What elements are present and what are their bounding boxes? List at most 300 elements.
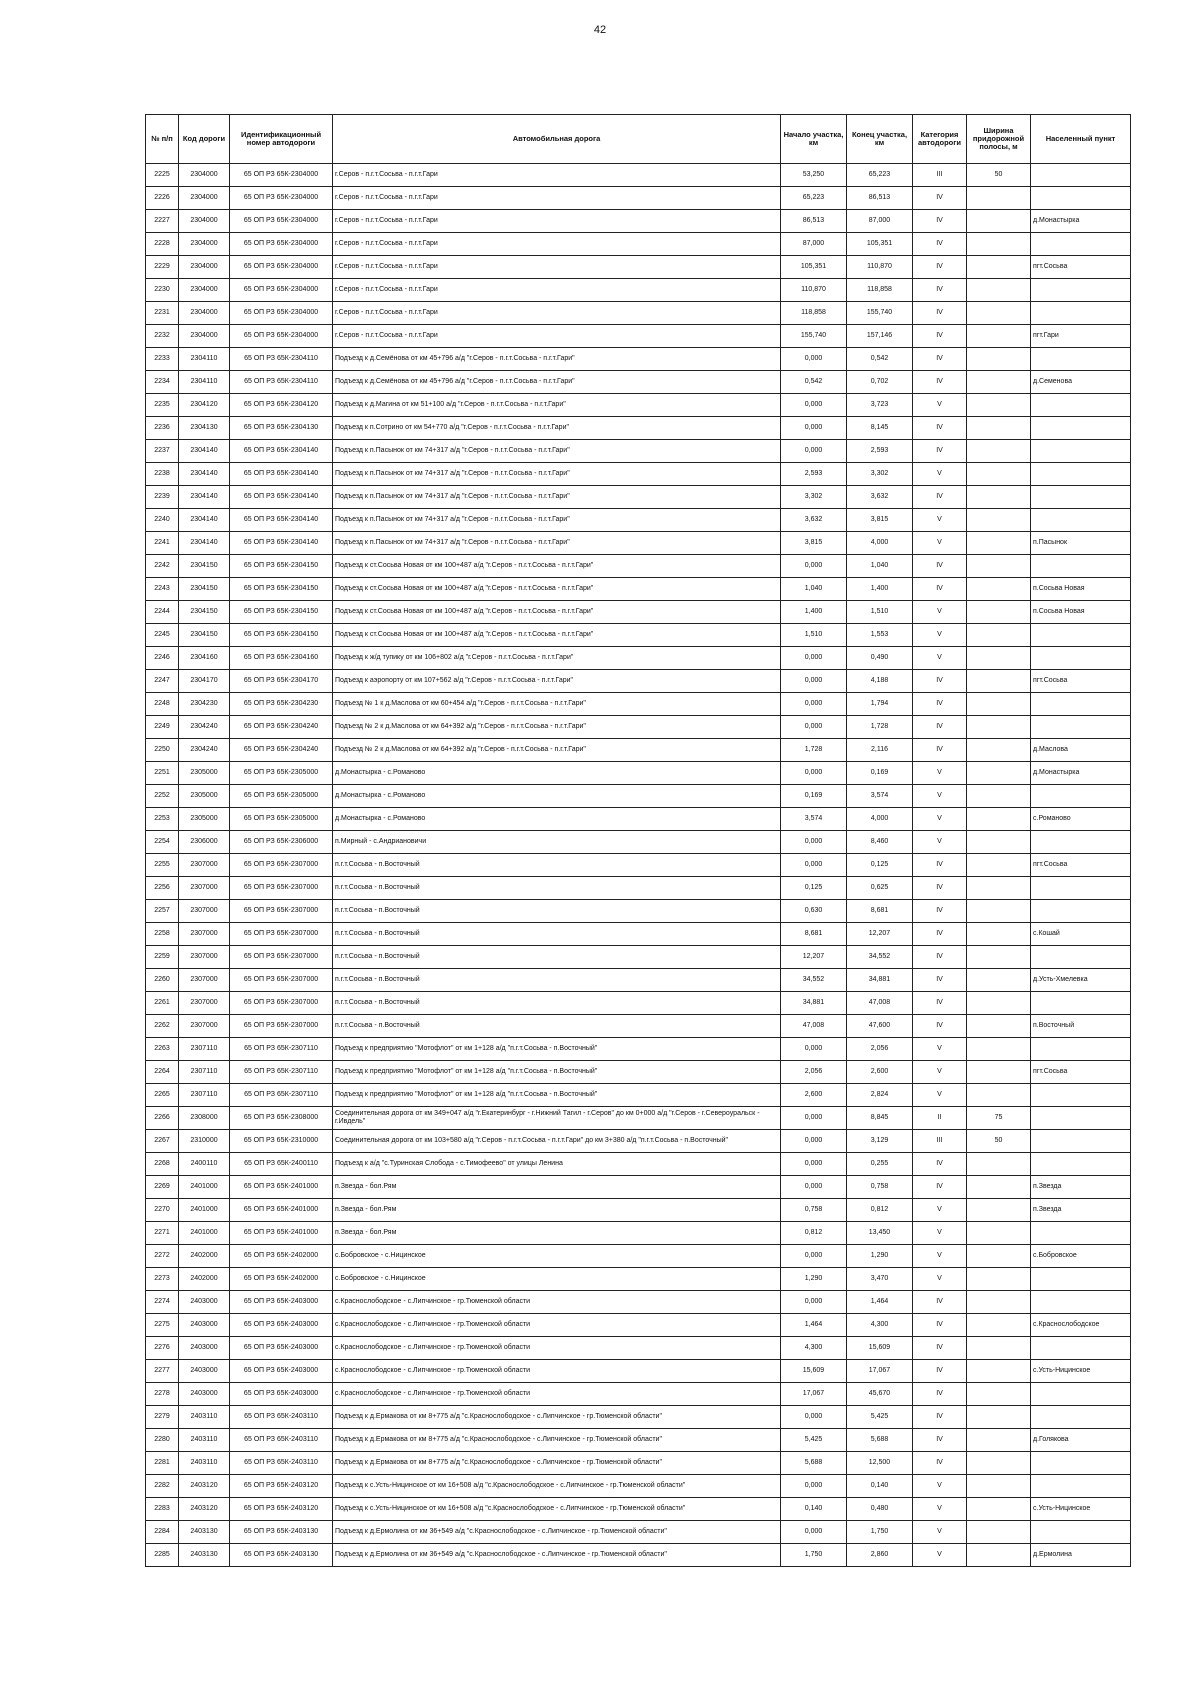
- road-identifier-cell: 65 ОП РЗ 65К-2307000: [230, 900, 333, 923]
- roadside-width-cell: [967, 1038, 1031, 1061]
- road-category-cell: IV: [913, 946, 967, 969]
- row-number-cell: 2256: [146, 877, 179, 900]
- end-km-cell: 8,145: [847, 417, 913, 440]
- end-km-cell: 0,625: [847, 877, 913, 900]
- road-code-cell: 2403130: [179, 1521, 230, 1544]
- road-code-cell: 2304170: [179, 670, 230, 693]
- end-km-cell: 4,000: [847, 808, 913, 831]
- roadside-width-cell: [967, 601, 1031, 624]
- table-row: [146, 164, 1131, 187]
- road-identifier-cell: 65 ОП РЗ 65К-2304110: [230, 348, 333, 371]
- road-category-cell: IV: [913, 1291, 967, 1314]
- end-km-cell: 34,552: [847, 946, 913, 969]
- settlement-cell: д.Голякова: [1031, 1429, 1131, 1452]
- start-km-cell: 0,000: [781, 693, 847, 716]
- road-category-cell: IV: [913, 1406, 967, 1429]
- road-identifier-cell: 65 ОП РЗ 65К-2403110: [230, 1429, 333, 1452]
- row-number-cell: 2250: [146, 739, 179, 762]
- road-identifier-cell: 65 ОП РЗ 65К-2304000: [230, 302, 333, 325]
- table-row: [146, 463, 1131, 486]
- roadside-width-cell: [967, 1153, 1031, 1176]
- row-number-cell: 2227: [146, 210, 179, 233]
- road-code-cell: 2400110: [179, 1153, 230, 1176]
- road-name-cell: г.Серов - п.г.т.Сосьва - п.г.т.Гари: [333, 302, 781, 325]
- end-km-cell: 5,425: [847, 1406, 913, 1429]
- settlement-cell: [1031, 647, 1131, 670]
- start-km-cell: 155,740: [781, 325, 847, 348]
- column-header-number: № п/п: [146, 115, 179, 164]
- row-number-cell: 2284: [146, 1521, 179, 1544]
- settlement-cell: с.Краснослободское: [1031, 1314, 1131, 1337]
- roadside-width-cell: [967, 256, 1031, 279]
- end-km-cell: 65,223: [847, 164, 913, 187]
- road-code-cell: 2304000: [179, 279, 230, 302]
- table-row: [146, 969, 1131, 992]
- end-km-cell: 0,125: [847, 854, 913, 877]
- road-name-cell: Подъезд к ст.Сосьва Новая от км 100+487 а/д "г.Серов - п.г.т.Сосьва - п.г.т.Гари": [333, 578, 781, 601]
- road-identifier-cell: 65 ОП РЗ 65К-2401000: [230, 1199, 333, 1222]
- start-km-cell: 0,630: [781, 900, 847, 923]
- start-km-cell: 0,000: [781, 831, 847, 854]
- start-km-cell: 47,008: [781, 1015, 847, 1038]
- road-identifier-cell: 65 ОП РЗ 65К-2403000: [230, 1314, 333, 1337]
- road-category-cell: IV: [913, 1176, 967, 1199]
- row-number-cell: 2234: [146, 371, 179, 394]
- road-category-cell: IV: [913, 739, 967, 762]
- table-row: [146, 900, 1131, 923]
- roadside-width-cell: [967, 1084, 1031, 1107]
- road-name-cell: Подъезд № 2 к д.Маслова от км 64+392 а/д "г.Серов - п.г.т.Сосьва - п.г.т.Гари": [333, 739, 781, 762]
- settlement-cell: пгт.Сосьва: [1031, 854, 1131, 877]
- road-code-cell: 2307110: [179, 1061, 230, 1084]
- start-km-cell: 0,000: [781, 1153, 847, 1176]
- road-code-cell: 2403110: [179, 1406, 230, 1429]
- road-identifier-cell: 65 ОП РЗ 65К-2306000: [230, 831, 333, 854]
- start-km-cell: 87,000: [781, 233, 847, 256]
- table-row: [146, 601, 1131, 624]
- table-row: [146, 440, 1131, 463]
- end-km-cell: 3,129: [847, 1130, 913, 1153]
- roadside-width-cell: [967, 486, 1031, 509]
- settlement-cell: пгт.Сосьва: [1031, 256, 1131, 279]
- road-code-cell: 2304150: [179, 555, 230, 578]
- road-code-cell: 2304120: [179, 394, 230, 417]
- roadside-width-cell: [967, 1268, 1031, 1291]
- column-header-settlement: Населенный пункт: [1031, 115, 1131, 164]
- settlement-cell: [1031, 1291, 1131, 1314]
- table-row: [146, 739, 1131, 762]
- road-category-cell: V: [913, 1475, 967, 1498]
- roadside-width-cell: [967, 463, 1031, 486]
- road-code-cell: 2304000: [179, 233, 230, 256]
- road-category-cell: III: [913, 164, 967, 187]
- road-code-cell: 2307000: [179, 969, 230, 992]
- road-name-cell: п.Мирный - с.Андриановичи: [333, 831, 781, 854]
- road-category-cell: V: [913, 647, 967, 670]
- road-code-cell: 2307110: [179, 1084, 230, 1107]
- end-km-cell: 3,470: [847, 1268, 913, 1291]
- roadside-width-cell: [967, 302, 1031, 325]
- end-km-cell: 0,169: [847, 762, 913, 785]
- start-km-cell: 0,542: [781, 371, 847, 394]
- road-identifier-cell: 65 ОП РЗ 65К-2403110: [230, 1452, 333, 1475]
- road-category-cell: IV: [913, 969, 967, 992]
- settlement-cell: д.Ермолина: [1031, 1544, 1131, 1567]
- road-identifier-cell: 65 ОП РЗ 65К-2304000: [230, 279, 333, 302]
- road-code-cell: 2305000: [179, 808, 230, 831]
- road-category-cell: IV: [913, 854, 967, 877]
- road-category-cell: IV: [913, 555, 967, 578]
- settlement-cell: [1031, 440, 1131, 463]
- roadside-width-cell: [967, 808, 1031, 831]
- column-header-category: Категория автодороги: [913, 115, 967, 164]
- end-km-cell: 105,351: [847, 233, 913, 256]
- start-km-cell: 1,510: [781, 624, 847, 647]
- end-km-cell: 0,812: [847, 1199, 913, 1222]
- start-km-cell: 118,858: [781, 302, 847, 325]
- road-code-cell: 2403000: [179, 1314, 230, 1337]
- road-identifier-cell: 65 ОП РЗ 65К-2400110: [230, 1153, 333, 1176]
- road-code-cell: 2304000: [179, 302, 230, 325]
- road-code-cell: 2307000: [179, 877, 230, 900]
- road-code-cell: 2304130: [179, 417, 230, 440]
- row-number-cell: 2235: [146, 394, 179, 417]
- settlement-cell: д.Усть-Хмелевка: [1031, 969, 1131, 992]
- row-number-cell: 2259: [146, 946, 179, 969]
- table-row: [146, 509, 1131, 532]
- start-km-cell: 3,815: [781, 532, 847, 555]
- row-number-cell: 2249: [146, 716, 179, 739]
- road-code-cell: 2304150: [179, 624, 230, 647]
- road-name-cell: Подъезд к п.Пасынок от км 74+317 а/д "г.Серов - п.г.т.Сосьва - п.г.т.Гари": [333, 509, 781, 532]
- settlement-cell: [1031, 187, 1131, 210]
- start-km-cell: 0,000: [781, 854, 847, 877]
- settlement-cell: пгт.Сосьва: [1031, 1061, 1131, 1084]
- roadside-width-cell: [967, 716, 1031, 739]
- settlement-cell: п.Звезда: [1031, 1176, 1131, 1199]
- road-category-cell: V: [913, 762, 967, 785]
- row-number-cell: 2240: [146, 509, 179, 532]
- road-name-cell: с.Краснослободское - с.Липчинское - гр.Тюменской области: [333, 1291, 781, 1314]
- road-code-cell: 2304240: [179, 716, 230, 739]
- road-identifier-cell: 65 ОП РЗ 65К-2304130: [230, 417, 333, 440]
- row-number-cell: 2248: [146, 693, 179, 716]
- end-km-cell: 4,300: [847, 1314, 913, 1337]
- settlement-cell: пгт.Сосьва: [1031, 670, 1131, 693]
- table-row: [146, 1107, 1131, 1130]
- road-name-cell: г.Серов - п.г.т.Сосьва - п.г.т.Гари: [333, 210, 781, 233]
- end-km-cell: 3,632: [847, 486, 913, 509]
- row-number-cell: 2257: [146, 900, 179, 923]
- start-km-cell: 3,632: [781, 509, 847, 532]
- settlement-cell: [1031, 785, 1131, 808]
- road-code-cell: 2307110: [179, 1038, 230, 1061]
- settlement-cell: [1031, 1475, 1131, 1498]
- road-code-cell: 2304000: [179, 256, 230, 279]
- settlement-cell: [1031, 302, 1131, 325]
- road-identifier-cell: 65 ОП РЗ 65К-2305000: [230, 762, 333, 785]
- settlement-cell: [1031, 900, 1131, 923]
- end-km-cell: 8,845: [847, 1107, 913, 1130]
- road-name-cell: Подъезд к п.Пасынок от км 74+317 а/д "г.Серов - п.г.т.Сосьва - п.г.т.Гари": [333, 486, 781, 509]
- end-km-cell: 45,670: [847, 1383, 913, 1406]
- road-category-cell: V: [913, 509, 967, 532]
- road-category-cell: V: [913, 1521, 967, 1544]
- road-name-cell: Подъезд к д.Ермакова от км 8+775 а/д "с.Краснослободское - с.Липчинское - гр.Тюменской области": [333, 1406, 781, 1429]
- table-row: [146, 1038, 1131, 1061]
- road-name-cell: Подъезд к ст.Сосьва Новая от км 100+487 а/д "г.Серов - п.г.т.Сосьва - п.г.т.Гари": [333, 601, 781, 624]
- roadside-width-cell: [967, 1337, 1031, 1360]
- end-km-cell: 3,723: [847, 394, 913, 417]
- row-number-cell: 2253: [146, 808, 179, 831]
- road-category-cell: IV: [913, 578, 967, 601]
- end-km-cell: 1,290: [847, 1245, 913, 1268]
- road-name-cell: п.г.т.Сосьва - п.Восточный: [333, 946, 781, 969]
- row-number-cell: 2266: [146, 1107, 179, 1130]
- table-row: [146, 256, 1131, 279]
- start-km-cell: 17,067: [781, 1383, 847, 1406]
- road-identifier-cell: 65 ОП РЗ 65К-2307000: [230, 946, 333, 969]
- road-identifier-cell: 65 ОП РЗ 65К-2307110: [230, 1038, 333, 1061]
- row-number-cell: 2277: [146, 1360, 179, 1383]
- road-category-cell: V: [913, 1038, 967, 1061]
- road-name-cell: Подъезд к д.Семёнова от км 45+796 а/д "г.Серов - п.г.т.Сосьва - п.г.т.Гари": [333, 348, 781, 371]
- road-category-cell: IV: [913, 693, 967, 716]
- road-name-cell: Подъезд к д.Ермолина от км 36+549 а/д "с.Краснослободское - с.Липчинское - гр.Тюменской области": [333, 1521, 781, 1544]
- end-km-cell: 3,574: [847, 785, 913, 808]
- road-name-cell: Подъезд к а/д "с.Туринская Слобода - с.Тимофеево" от улицы Ленина: [333, 1153, 781, 1176]
- roadside-width-cell: [967, 578, 1031, 601]
- road-category-cell: II: [913, 1107, 967, 1130]
- row-number-cell: 2230: [146, 279, 179, 302]
- road-name-cell: г.Серов - п.г.т.Сосьва - п.г.т.Гари: [333, 256, 781, 279]
- settlement-cell: [1031, 716, 1131, 739]
- road-code-cell: 2307000: [179, 946, 230, 969]
- table-row: [146, 1245, 1131, 1268]
- road-identifier-cell: 65 ОП РЗ 65К-2304150: [230, 601, 333, 624]
- road-category-cell: IV: [913, 1337, 967, 1360]
- road-name-cell: г.Серов - п.г.т.Сосьва - п.г.т.Гари: [333, 164, 781, 187]
- start-km-cell: 0,000: [781, 440, 847, 463]
- road-code-cell: 2304160: [179, 647, 230, 670]
- row-number-cell: 2252: [146, 785, 179, 808]
- table-row: [146, 371, 1131, 394]
- settlement-cell: [1031, 1107, 1131, 1130]
- road-identifier-cell: 65 ОП РЗ 65К-2401000: [230, 1176, 333, 1199]
- road-identifier-cell: 65 ОП РЗ 65К-2304230: [230, 693, 333, 716]
- row-number-cell: 2281: [146, 1452, 179, 1475]
- road-code-cell: 2307000: [179, 854, 230, 877]
- road-code-cell: 2304140: [179, 509, 230, 532]
- road-name-cell: с.Краснослободское - с.Липчинское - гр.Тюменской области: [333, 1314, 781, 1337]
- road-name-cell: п.г.т.Сосьва - п.Восточный: [333, 992, 781, 1015]
- start-km-cell: 0,758: [781, 1199, 847, 1222]
- column-header-roadside-width: Ширина придорожной полосы, м: [967, 115, 1031, 164]
- settlement-cell: [1031, 348, 1131, 371]
- roadside-width-cell: [967, 394, 1031, 417]
- row-number-cell: 2282: [146, 1475, 179, 1498]
- start-km-cell: 0,000: [781, 647, 847, 670]
- roadside-width-cell: 50: [967, 164, 1031, 187]
- roadside-width-cell: [967, 1406, 1031, 1429]
- column-header-road-name: Автомобильная дорога: [333, 115, 781, 164]
- road-name-cell: с.Краснослободское - с.Липчинское - гр.Тюменской области: [333, 1383, 781, 1406]
- roadside-width-cell: 50: [967, 1130, 1031, 1153]
- start-km-cell: 34,881: [781, 992, 847, 1015]
- table-row: [146, 486, 1131, 509]
- end-km-cell: 47,008: [847, 992, 913, 1015]
- road-code-cell: 2304150: [179, 578, 230, 601]
- end-km-cell: 1,553: [847, 624, 913, 647]
- table-row: [146, 1199, 1131, 1222]
- road-identifier-cell: 65 ОП РЗ 65К-2304000: [230, 187, 333, 210]
- settlement-cell: с.Усть-Ницинское: [1031, 1360, 1131, 1383]
- road-code-cell: 2304000: [179, 210, 230, 233]
- row-number-cell: 2242: [146, 555, 179, 578]
- table-row: [146, 647, 1131, 670]
- road-name-cell: г.Серов - п.г.т.Сосьва - п.г.т.Гари: [333, 233, 781, 256]
- table-row: [146, 1130, 1131, 1153]
- row-number-cell: 2264: [146, 1061, 179, 1084]
- end-km-cell: 118,858: [847, 279, 913, 302]
- roadside-width-cell: [967, 417, 1031, 440]
- road-identifier-cell: 65 ОП РЗ 65К-2304000: [230, 210, 333, 233]
- road-code-cell: 2304140: [179, 463, 230, 486]
- end-km-cell: 86,513: [847, 187, 913, 210]
- roadside-width-cell: [967, 233, 1031, 256]
- road-identifier-cell: 65 ОП РЗ 65К-2304140: [230, 440, 333, 463]
- settlement-cell: д.Маслова: [1031, 739, 1131, 762]
- road-name-cell: Подъезд к ст.Сосьва Новая от км 100+487 а/д "г.Серов - п.г.т.Сосьва - п.г.т.Гари": [333, 555, 781, 578]
- row-number-cell: 2273: [146, 1268, 179, 1291]
- roadside-width-cell: [967, 1452, 1031, 1475]
- road-category-cell: IV: [913, 670, 967, 693]
- table-row: [146, 624, 1131, 647]
- road-name-cell: Подъезд к п.Пасынок от км 74+317 а/д "г.Серов - п.г.т.Сосьва - п.г.т.Гари": [333, 463, 781, 486]
- settlement-cell: [1031, 164, 1131, 187]
- settlement-cell: пгт.Гари: [1031, 325, 1131, 348]
- roadside-width-cell: [967, 831, 1031, 854]
- road-identifier-cell: 65 ОП РЗ 65К-2403000: [230, 1383, 333, 1406]
- table-row: [146, 1291, 1131, 1314]
- road-name-cell: д.Монастырка - с.Романово: [333, 785, 781, 808]
- roadside-width-cell: [967, 325, 1031, 348]
- end-km-cell: 2,824: [847, 1084, 913, 1107]
- road-identifier-cell: 65 ОП РЗ 65К-2304160: [230, 647, 333, 670]
- start-km-cell: 65,223: [781, 187, 847, 210]
- start-km-cell: 0,140: [781, 1498, 847, 1521]
- row-number-cell: 2246: [146, 647, 179, 670]
- table-row: [146, 946, 1131, 969]
- roadside-width-cell: [967, 946, 1031, 969]
- settlement-cell: д.Монастырка: [1031, 762, 1131, 785]
- row-number-cell: 2270: [146, 1199, 179, 1222]
- roadside-width-cell: [967, 1475, 1031, 1498]
- road-identifier-cell: 65 ОП РЗ 65К-2304150: [230, 578, 333, 601]
- road-name-cell: с.Краснослободское - с.Липчинское - гр.Тюменской области: [333, 1360, 781, 1383]
- start-km-cell: 110,870: [781, 279, 847, 302]
- start-km-cell: 2,593: [781, 463, 847, 486]
- table-row: [146, 279, 1131, 302]
- road-category-cell: IV: [913, 256, 967, 279]
- end-km-cell: 155,740: [847, 302, 913, 325]
- end-km-cell: 1,510: [847, 601, 913, 624]
- road-code-cell: 2307000: [179, 992, 230, 1015]
- end-km-cell: 8,460: [847, 831, 913, 854]
- settlement-cell: [1031, 831, 1131, 854]
- road-identifier-cell: 65 ОП РЗ 65К-2304150: [230, 555, 333, 578]
- road-category-cell: IV: [913, 1153, 967, 1176]
- roadside-width-cell: [967, 1199, 1031, 1222]
- roadside-width-cell: [967, 532, 1031, 555]
- settlement-cell: [1031, 417, 1131, 440]
- road-identifier-cell: 65 ОП РЗ 65К-2403000: [230, 1360, 333, 1383]
- roadside-width-cell: [967, 1383, 1031, 1406]
- column-header-road-code: Код дороги: [179, 115, 230, 164]
- settlement-cell: [1031, 1383, 1131, 1406]
- road-name-cell: Подъезд к д.Ермолина от км 36+549 а/д "с.Краснослободское - с.Липчинское - гр.Тюменской области": [333, 1544, 781, 1567]
- road-category-cell: IV: [913, 992, 967, 1015]
- end-km-cell: 0,490: [847, 647, 913, 670]
- row-number-cell: 2274: [146, 1291, 179, 1314]
- start-km-cell: 86,513: [781, 210, 847, 233]
- road-name-cell: Подъезд к с.Усть-Ницинское от км 16+508 а/д "с.Краснослободское - с.Липчинское - гр.Тюменской области": [333, 1498, 781, 1521]
- row-number-cell: 2283: [146, 1498, 179, 1521]
- road-code-cell: 2307000: [179, 923, 230, 946]
- end-km-cell: 1,728: [847, 716, 913, 739]
- road-category-cell: V: [913, 1268, 967, 1291]
- settlement-cell: с.Кошай: [1031, 923, 1131, 946]
- start-km-cell: 53,250: [781, 164, 847, 187]
- roadside-width-cell: [967, 187, 1031, 210]
- road-code-cell: 2403000: [179, 1337, 230, 1360]
- road-code-cell: 2304230: [179, 693, 230, 716]
- road-category-cell: IV: [913, 210, 967, 233]
- table-row: [146, 1475, 1131, 1498]
- table-row: [146, 1360, 1131, 1383]
- road-identifier-cell: 65 ОП РЗ 65К-2304140: [230, 463, 333, 486]
- roadside-width-cell: [967, 785, 1031, 808]
- table-row: [146, 532, 1131, 555]
- road-code-cell: 2304140: [179, 532, 230, 555]
- table-row: [146, 417, 1131, 440]
- road-code-cell: 2403110: [179, 1429, 230, 1452]
- roadside-width-cell: 75: [967, 1107, 1031, 1130]
- start-km-cell: 0,000: [781, 716, 847, 739]
- road-name-cell: п.Звезда - бол.Рям: [333, 1199, 781, 1222]
- road-name-cell: д.Монастырка - с.Романово: [333, 808, 781, 831]
- table-row: [146, 670, 1131, 693]
- road-name-cell: Подъезд № 1 к д.Маслова от км 60+454 а/д "г.Серов - п.г.т.Сосьва - п.г.т.Гари": [333, 693, 781, 716]
- road-name-cell: п.Звезда - бол.Рям: [333, 1176, 781, 1199]
- road-category-cell: V: [913, 601, 967, 624]
- road-category-cell: IV: [913, 417, 967, 440]
- page-number: 42: [593, 24, 607, 36]
- roadside-width-cell: [967, 279, 1031, 302]
- row-number-cell: 2265: [146, 1084, 179, 1107]
- end-km-cell: 157,146: [847, 325, 913, 348]
- settlement-cell: [1031, 1038, 1131, 1061]
- settlement-cell: [1031, 1130, 1131, 1153]
- road-identifier-cell: 65 ОП РЗ 65К-2304000: [230, 233, 333, 256]
- road-category-cell: IV: [913, 1360, 967, 1383]
- road-name-cell: п.г.т.Сосьва - п.Восточный: [333, 1015, 781, 1038]
- settlement-cell: [1031, 946, 1131, 969]
- start-km-cell: 0,000: [781, 394, 847, 417]
- row-number-cell: 2233: [146, 348, 179, 371]
- road-code-cell: 2307000: [179, 1015, 230, 1038]
- settlement-cell: [1031, 1153, 1131, 1176]
